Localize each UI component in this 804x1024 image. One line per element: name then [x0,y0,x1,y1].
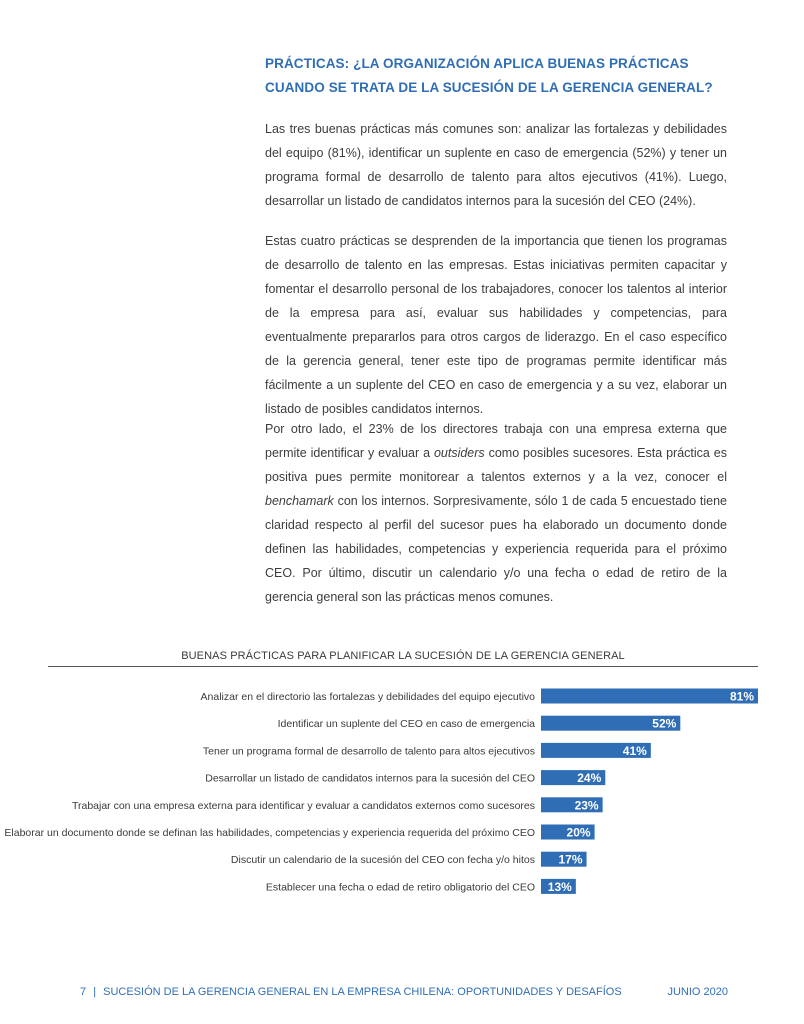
category-label: Trabajar con una empresa externa para identificar y evaluar a candidatos externos como sucesores [71,799,535,812]
chart-title: BUENAS PRÁCTICAS PARA PLANIFICAR LA SUCESIÓN DE LA GERENCIA GENERAL [181,650,625,662]
paragraph-2: Estas cuatro prácticas se desprenden de la importancia que tienen los programas de desarrollo de talento en las empresas. Estas iniciativas permiten capacitar y fomentar el desarrollo personal de los trabajadores, conocer los talentos al interior de la empresa para así, evaluar sus habilidades y competencias, para eventualmente prepararlos para otros cargos de liderazgo. En el caso específico de la gerencia general, tener este tipo de programas permite identificar más fácilmente a un suplente del CEO en caso de emergencia y a su vez, elaborar un listado de posibles candidatos internos. [265,234,727,416]
category-label: Identificar un suplente del CEO en caso de emergencia [277,718,535,731]
bar-value-label: 81% [729,689,754,704]
category-label: Tener un programa formal de desarrollo de talento para altos ejecutivos [202,745,535,758]
category-label: Discutir un calendario de la sucesión del CEO con fecha y/o hitos [230,854,535,867]
bar-value-label: 24% [577,771,602,786]
paragraph-1: Las tres buenas prácticas más comunes son: analizar las fortalezas y debilidades del equipo (81%), identificar un suplente en caso de emergencia (52%) y tener un programa formal de desarrollo de talento para altos ejecutivos (41%). Luego, desarrollar un listado de candidatos internos para la sucesión del CEO (24%). [265,122,727,208]
paragraph-3-emphasis-outsiders: outsiders [433,446,485,460]
category-label: Establecer una fecha o edad de retiro obligatorio del CEO [265,881,535,894]
bar-value-label: 23% [574,798,599,813]
bar-chart [0,680,804,920]
chart-title-rule [48,666,758,667]
category-label: Desarrollar un listado de candidatos internos para la sucesión del CEO [205,772,535,785]
paragraph-3-emphasis-benchmark: benchamark [265,494,334,508]
footer-separator: | [93,986,97,998]
paragraph-3-text-3: con los internos. Sorpresivamente, sólo 1 de cada 5 encuestado tiene claridad respecto al perfil del sucesor pues ha elaborado un documento donde definen las habilidades, competencias y experiencia requerida para el próximo CEO. Por último, discutir un calendario y/o una fecha o edad de retiro de la gerencia general son las prácticas menos comunes. [265,494,727,604]
bar-value-label: 52% [652,716,677,731]
paragraph-3-text-2: como posibles sucesores. Esta práctica es positiva pues permite monitorear a talentos externos y a la vez, conocer el [265,446,727,484]
bar [541,689,758,704]
page-number: 7 [80,986,87,998]
category-label: Elaborar un documento donde se definan las habilidades, competencias y experiencia requerida del próximo CEO [4,827,535,839]
bar-value-label: 41% [622,743,647,758]
category-label: Analizar en el directorio las fortalezas y debilidades del equipo ejecutivo [200,691,535,703]
footer-date: JUNIO 2020 [667,986,728,998]
footer-document-title: SUCESIÓN DE LA GERENCIA GENERAL EN LA EMPRESA CHILENA: OPORTUNIDADES Y DESAFÍOS [103,986,622,998]
page-footer [80,986,728,998]
bar-value-label: 20% [566,825,591,840]
bar-value-label: 13% [547,879,572,894]
bar-value-label: 17% [558,852,583,867]
paragraph-3 [265,417,727,609]
section-heading: PRÁCTICAS: ¿LA ORGANIZACIÓN APLICA BUENAS PRÁCTICAS CUANDO SE TRATA DE LA SUCESIÓN DE LA GERENCIA GENERAL? [265,56,713,95]
footer-left [80,986,626,998]
paragraph-3-text-1: Por otro lado, el 23% de los directores trabaja con una empresa externa que permite identificar y evaluar a [265,422,727,460]
